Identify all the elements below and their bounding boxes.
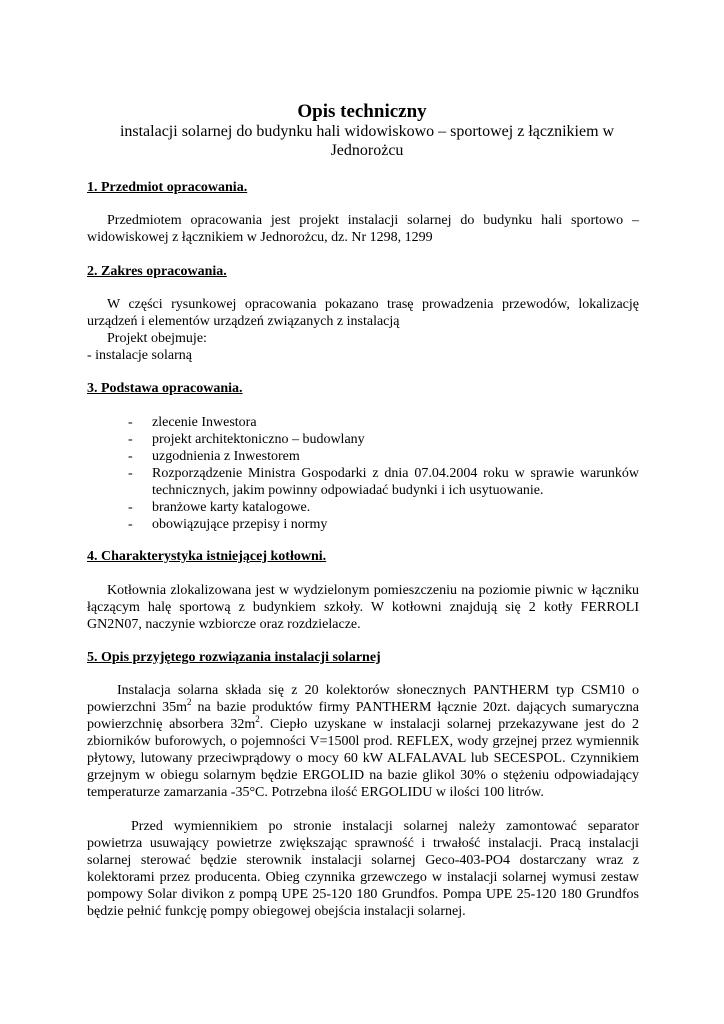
- section-1-heading: 1. Przedmiot opracowania.: [87, 180, 248, 195]
- list-dash: -: [128, 466, 133, 481]
- list-item: branżowe karty katalogowe.: [152, 500, 311, 515]
- section-2-heading: 2. Zakres opracowania.: [87, 264, 227, 279]
- document-subtitle: instalacji solarnej do budynku hali widowiskowo – sportowej z łącznikiem w Jednorożcu: [119, 123, 615, 159]
- section-3-heading: 3. Podstawa opracowania.: [87, 381, 243, 396]
- section-2-scope-label: Projekt obejmuje:: [107, 331, 207, 346]
- list-item: zlecenie Inwestora: [152, 415, 257, 430]
- section-4-heading: 4. Charakterystyka istniejącej kotłowni.: [87, 549, 327, 564]
- section-5-heading: 5. Opis przyjętego rozwiązania instalacji solarnej: [87, 650, 381, 665]
- list-item: uzgodnienia z Inwestorem: [152, 449, 300, 464]
- section-1-paragraph: Przedmiotem opracowania jest projekt instalacji solarnej do budynku hali sportowo – widowiskowej z łącznikiem w Jednorożcu, dz. Nr 1298, 1299: [87, 213, 639, 245]
- list-dash: -: [128, 517, 133, 532]
- list-item: Rozporządzenie Ministra Gospodarki z dnia 07.04.2004 roku w sprawie warunków technicznych, jakim powinny odpowiadać budynki i ich usytuowanie.: [152, 466, 639, 498]
- list-dash: -: [128, 500, 133, 515]
- section-4-paragraph: Kotłownia zlokalizowana jest w wydzielonym pomieszczeniu na poziomie piwnic w łączniku łączącym halę sportową z budynkiem szkoły. W kotłowni znajdują się 2 kotły FERROLI GN2N07, naczynie wzbiorcze oraz rozdzielacze.: [87, 583, 639, 632]
- section-5-paragraph-2: Przed wymiennikiem po stronie instalacji solarnej należy zamontować separator powietrza usuwający powietrze zwiększając sprawność i trwałość instalacji. Pracą instalacji solarnej sterować będzie sterownik instalacji solarnej Geco-403-PO4 dostarczany wraz z kolektorami przez producenta. Obieg czynnika grzewczego w instalacji solarnej wymusi zestaw pompowy Solar divikon z pompą UPE 25-120 180 Grundfos. Pompa UPE 25-120 180 Grundfos będzie pełnić funkcję pompy obiegowej obejścia instalacji solarnej.: [87, 819, 639, 919]
- list-dash: -: [128, 415, 133, 430]
- section-2-scope-item: - instalacje solarną: [87, 348, 192, 363]
- list-item: projekt architektoniczno – budowlany: [152, 432, 365, 447]
- list-dash: -: [128, 449, 133, 464]
- section-5-paragraph-1: Instalacja solarna składa się z 20 kolektorów słonecznych PANTHERM typ CSM10 o powierzchni $35m^2$ na bazie produktów firmy PANTHERM łącznie 20zt. dających sumaryczna powierzchnię absorbera $32m^2$. Ciepło uzyskane w instalacji solarnej przekazywane jest do 2 zbiorników buforowych, o pojemności V=1500l prod. REFLEX, wody grzejnej przez wymiennik płytowy, lutowany przeciwprądowy o mocy 60 kW ALFALAVAL lub SECESPOL. Czynnikiem grzejnym w obiegu solarnym będzie ERGOLID na bazie glikol 30% o stężeniu odpowiadający temperaturze zamarzania -35°C. Potrzebna ilość ERGOLIDU w ilości 100 litrów.: [87, 683, 639, 800]
- section-2-paragraph: W części rysunkowej opracowania pokazano trasę prowadzenia przewodów, lokalizację urządzeń i elementów urządzeń związanych z instalacją: [87, 297, 639, 329]
- document-title: Opis techniczny: [297, 101, 427, 122]
- list-dash: -: [128, 432, 133, 447]
- list-item: obowiązujące przepisy i normy: [152, 517, 328, 532]
